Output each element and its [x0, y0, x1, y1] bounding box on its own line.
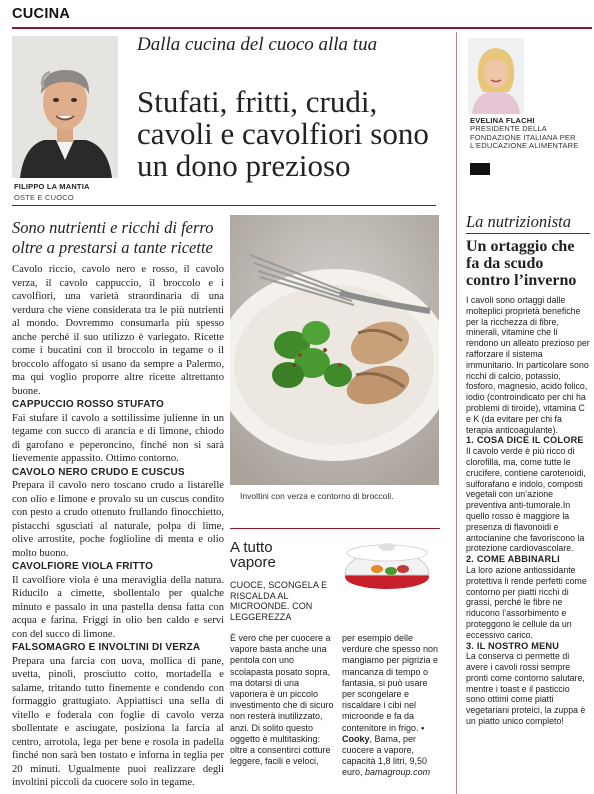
nutrition-title-3: 3. IL NOSTRO MENU	[466, 640, 560, 651]
recipe-title-1: CAPPUCCIO ROSSO STUFATO	[12, 399, 165, 410]
product-link[interactable]: bamagroup.com	[365, 767, 431, 778]
header-divider	[12, 205, 436, 206]
nutrition-intro: I cavoli sono ortaggi dalle molteplici proprietà benefiche per la ricchezza di fibre, minerali, vitamine che li rendono un alleato prezioso per rafforzare il sistema immunitario. In particolare sono ricchi di calcio, potassio, fosforo, magnesio, acido folico, iodio (controindicato per chi ha problemi di tiroide), vitamina C e K (da evitare per chi fa terapia anticoagulante).	[466, 295, 590, 435]
box-text-col2	[342, 633, 442, 779]
recipe-title-2: CAVOLO NERO CRUDO E CUSCUS	[12, 466, 185, 478]
chef-portrait	[12, 36, 118, 178]
nutritionist-name: EVELINA FLACHI	[470, 116, 535, 125]
photo-caption: Involtini con verza e contorno di broccoli.	[240, 491, 394, 501]
nutrition-text-1: Il cavolo verde è più ricco di clorofilla, ma, come tutte le crucifere, contiene carotenoidi, sulforafano e indolo, composti vegetali con un’azione preventiva anti-tumorale.In quello rosso è maggiore la presenza di flavonoidi e antocianine che favoriscono la protezione cardiovascolare.	[466, 446, 586, 554]
box-text-col1: È vero che per cuocere a vapore basta anche una pentola con uno scolapasta posato sopra, ma dotarsi di una vaporiera è un piccolo investimento che di sicuro non resterà inutilizzato, anzi. Di solito questo oggetto è multitasking: oltre a consentirci cotture leggere, facili e veloci,	[230, 633, 334, 767]
nutrition-title: Un ortaggio che fa da scudo contro l’inverno	[466, 238, 577, 289]
nutrition-text-3: La conserva ci permette di avere i cavoli rossi sempre pronti come contorno salutare, mentre i toast e il pasticcio sono ottimi come piatti vegetariani proteici, la zuppa è un piatto unico completo!	[466, 651, 586, 727]
product-name: • Cooky	[342, 722, 425, 744]
product-details: , Bama, per cuocere a vapore, capacità 1,8 litri, 9,50 euro,	[342, 733, 428, 778]
chef-role: OSTE E CUOCO	[14, 193, 74, 202]
section-label: CUCINA	[12, 6, 71, 22]
black-marker-block	[470, 163, 490, 175]
chef-name: FILIPPO LA MANTIA	[14, 182, 90, 191]
page-title: Stufati, fritti, crudi, cavoli e cavolfiori sono un dono prezioso	[137, 84, 429, 183]
nutritionist-portrait	[468, 38, 524, 114]
nutrition-rule	[466, 233, 590, 234]
article-deck: Sono nutrienti e ricchi di ferro oltre a prestarsi a tante ricette	[12, 218, 214, 257]
recipe-title-4: FALSOMAGRO E INVOLTINI DI VERZA	[12, 642, 201, 653]
nutrition-text-2: La loro azione antiossidante protettiva li rende perfetti come contorno per piatti ricchi di grassi, perché le fibre ne riducono l’assorbimento e proteggono le cellule da un eccessivo carico.	[466, 564, 587, 640]
nutritionist-heading: La nutrizionista	[466, 212, 571, 231]
box-subtitle: CUOCE, SCONGELA E RISCALDA AL MICROONDE. CON LEGGEREZZA	[230, 580, 328, 622]
recipe-text-4: Prepara una farcia con uova, mollica di pane, uvetta, pinoli, prosciutto cotto, mortadella e salame, tritando tutto finemente e condendo con formaggio grattugiato. Appiattisci una sella di vitello e foderala con foglie di cavolo verza sbollentate e asciugate, posiziona la farcia al centro, arrotola, lega per bene e rosola in padella finché non sarà ben tostato e inforna in teglia per 20 minuti. Ugualmente puoi realizzare degli involtini piccoli da cuocere solo in tegame.	[12, 655, 224, 788]
nutrition-title-2: 2. COME ABBINARLI	[466, 554, 560, 565]
nutritionist-role: PRESIDENTE DELLA FONDAZIONE ITALIANA PER L'EDUCAZIONE ALIMENTARE	[470, 124, 579, 151]
top-rule	[12, 27, 592, 29]
column-divider	[456, 32, 457, 794]
recipe-text-3: Il cavolfiore viola è una meraviglia della natura. Riducilo a cimette, sbollentalo per qualche minuto e passalo in una pastella densa fatta con acqua e farina. Friggi in olio ben caldo e servi con del succo di limone.	[12, 574, 224, 640]
food-photo	[230, 215, 439, 485]
kicker: Dalla cucina del cuoco alla tua	[137, 34, 378, 55]
nutrition-body	[466, 295, 590, 727]
recipe-text-1: Fai stufare il cavolo a sottilissime julienne in un tegame con succo di arancia e di limone, chiodo di garofano e peperoncino, finché non si sarà lievemente appassito. Ottimo contorno.	[12, 412, 224, 464]
article-body	[12, 263, 224, 790]
box-text-col2-body: per esempio delle verdure che spesso non mangiamo per pigrizia e mancanza di tempo o fantasia, si può usare per scongelare e riscaldare i cibi nel microonde e fa da contenitore in frigo.	[342, 633, 439, 733]
recipe-text-2: Prepara il cavolo nero toscano crudo a listarelle con olio e limone e provalo su un cuscus condito con pesto a crudo ottenuto frullando finocchietto, pistacchi sgusciati al naturale, polpa di lime, olive arrostite, poche foglioline di menta e olio molto buono.	[12, 480, 224, 559]
article-intro: Cavolo riccio, cavolo nero e rosso, il cavolo verza, il cavolo cappuccio, il broccolo e i cavolfiori, una varietà straordinaria di una verdura che viene considerata tra le più nutrienti al mondo. Dovremmo consumarla più spesso anche perché il suo utilizzo è variegato. Ricette come i bucatini con il broccolo in tegame o il broccolo affogato si usano da sempre a Palermo, ma qui voglio proporre altre ricette altrettanto buone.	[12, 264, 224, 397]
recipe-title-3: CAVOLFIORE VIOLA FRITTO	[12, 561, 154, 572]
box-title: A tutto vapore	[230, 539, 276, 571]
nutrition-title-1: 1. COSA DICE IL COLORE	[466, 435, 584, 446]
